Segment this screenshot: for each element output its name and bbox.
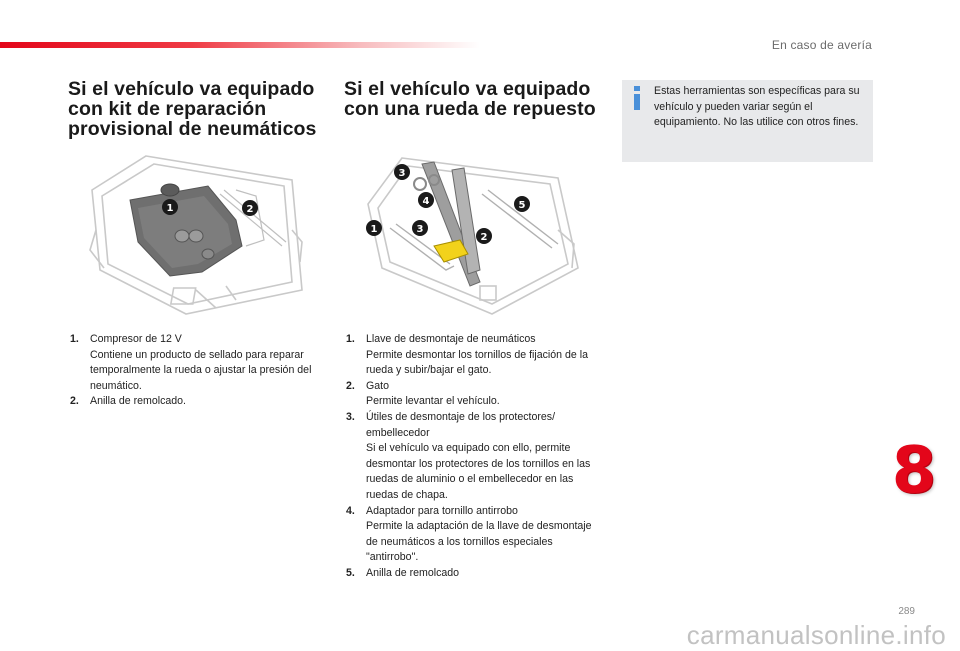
item-title: Compresor de 12 V [90,333,182,345]
item-number: 4. [346,504,355,517]
item-number: 3. [346,410,355,423]
spare-wheel-tools-list [346,332,596,582]
list-item [346,504,596,566]
callout-label: 3 [416,224,424,235]
item-title: Adaptador para tornillo antirrobo [366,504,518,517]
item-title: Útiles de desmontaje de los protectores/ embellecedor [366,410,556,439]
chapter-number: 8 [891,434,937,508]
info-text: Estas herramientas son específicas para su vehículo y pueden variar según el equipamiento. No las utilice con otros fines. [654,85,860,128]
section-title-spare-wheel: Si el vehículo va equipado con una rueda de repuesto [344,78,596,120]
callout-label: 2 [246,204,254,215]
item-number: 1. [346,333,355,345]
list-item [346,379,596,410]
item-description: Permite la adaptación de la llave de desmontaje de neumáticos a los tornillos especiales "antirrobo". [366,520,592,564]
info-icon [632,86,642,110]
item-description: Contiene un producto de sellado para reparar temporalmente la rueda o ajustar la presión del neumático. [90,348,312,392]
callout-label: 1 [370,224,378,235]
item-description: Permite levantar el vehículo. [366,395,500,408]
callout-label: 5 [518,200,526,211]
item-number: 2. [70,395,79,408]
repair-kit-list [70,332,325,410]
list-item [346,410,596,504]
list-item [70,332,325,394]
item-number: 5. [346,566,355,579]
spare-wheel-tools-illustration [362,150,584,320]
info-box [622,80,873,162]
callout-label: 1 [166,203,174,214]
callout-label: 4 [422,196,430,207]
section-title-repair-kit: Si el vehículo va equipado con kit de reparación provisional de neumáticos [68,78,317,140]
callout-label: 2 [480,232,488,243]
item-title: Llave de desmontaje de neumáticos [366,333,536,345]
callout-label: 3 [398,168,406,179]
item-title: Anilla de remolcado. [90,395,186,408]
list-item [70,394,325,410]
item-title: Gato [366,379,389,392]
item-title: Anilla de remolcado [366,566,460,579]
page-number: 289 [898,606,915,617]
list-item [346,566,596,582]
repair-kit-illustration [86,150,308,320]
item-description: Permite desmontar los tornillos de fijación de la rueda y subir/bajar el gato. [366,348,588,377]
chapter-tab [868,436,960,506]
item-number: 2. [346,379,355,392]
watermark: carmanualsonline.info [686,620,946,650]
header-accent-bar [0,42,480,48]
item-description: Si el vehículo va equipado con ello, permite desmontar los protectores de los tornillos en las ruedas de aluminio o el embellecedor en las ruedas de chapa. [366,442,591,501]
chapter-title: En caso de avería [771,38,872,52]
item-number: 1. [70,333,79,345]
list-item [346,332,596,379]
